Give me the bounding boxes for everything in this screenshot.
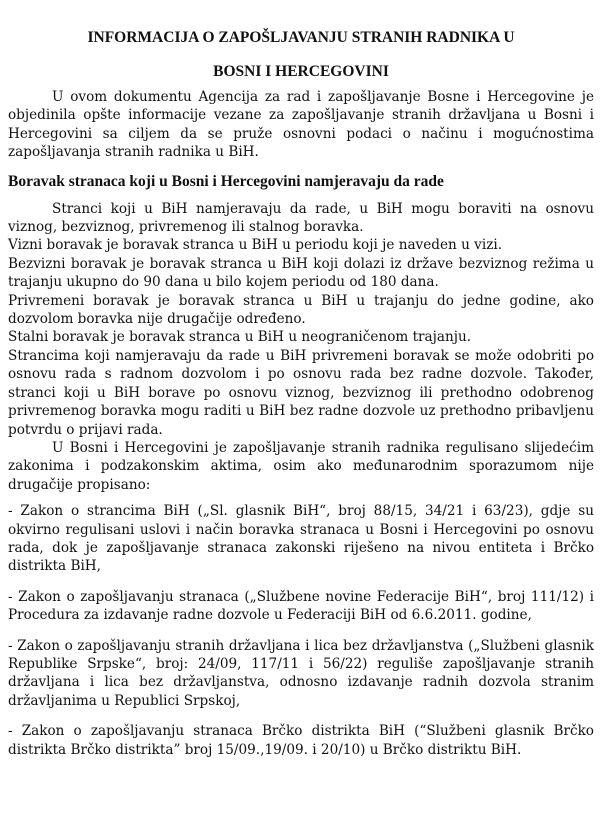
law-item: - Zakon o zapošljavanju stranih državljana i lica bez državljanstva („Službeni glasnik Republike Srpske“, broj: 24/09, 117/11 i 56/22) reguliše zapošljavanje stranih državljana i lica bez državljanstva, odnosno izdavanje radnih dozvola stranim državljanima u Republici Srpskoj,	[8, 637, 594, 709]
paragraph-visa-stay: Vizni boravak je boravak stranca u BiH u periodu koji je naveden u vizi.	[8, 237, 503, 254]
intro-paragraph: U ovom dokumentu Agencija za rad i zapošljavanje Bosne i Hercegovine je objedinila opšte informacije vezane za zapošljavanje stranih državljana u Bosni i Hercegovini sa ciljem da se pruže osnovni podaci o načinu i mogućnostima zapošljavanja stranih radnika u BiH.	[8, 89, 594, 161]
paragraph-legal-framework: U Bosni i Hercegovini je zapošljavanje stranih radnika regulisano slijedećim zakonima i podzakonskim aktima, osim ako međunarodnim sporazumom nije drugačije propisano:	[8, 439, 594, 493]
document-title-line1: INFORMACIJA O ZAPOŠLJAVANJU STRANIH RADNIKA U	[87, 29, 515, 46]
paragraph-work-permit: Strancima koji namjeravaju da rade u BiH privremeni boravak se može odobriti po osnovu rada s radnom dozvolom i po osnovu rada bez radne dozvole. Također, stranci koji u BiH borave po osnovu viznog, bezviznog ili prethodno odobrenog privremenog boravka mogu raditi u BiH bez radne dozvole uz prethodno pribavljenu potvrdu o prijavi rada.	[8, 347, 594, 438]
law-item: - Zakon o strancima BiH („Sl. glasnik BiH“, broj 88/15, 34/21 i 63/23), gdje su okvirno regulisani uslovi i način boravka stranaca u Bosni i Hercegovini po osnovu rada, dok je zapošljavanje stranaca zakonski riješeno na nivou entiteta i Brčko distrikta BiH,	[8, 503, 594, 575]
paragraph-temporary-stay: Privremeni boravak je boravak stranca u BiH u trajanju do jedne godine, ako dozvolom boravka nije drugačije određeno.	[8, 292, 594, 328]
paragraph-residence-types: Stranci koji u BiH namjeravaju da rade, u BiH mogu boraviti na osnovu viznog, bezviznog, privremenog ili stalnog boravka.	[8, 200, 594, 236]
paragraph-permanent-stay: Stalni boravak je boravak stranca u BiH u neograničenom trajanju.	[8, 329, 472, 346]
law-item: - Zakon o zapošljavanju stranaca („Službene novine Federacije BiH“, broj 111/12) i Procedura za izdavanje radne dozvole u Federaciji BiH od 6.6.2011. godine,	[8, 588, 594, 624]
section-heading: Boravak stranaca koji u Bosni i Hercegovini namjeravaju da rade	[8, 172, 444, 190]
law-item: - Zakon o zapošljavanju stranaca Brčko distrikta BiH (“Službeni glasnik Brčko distrikta Brčko distrikta” broj 15/09.,19/09. i 20/10) u Brčko distriktu BiH.	[8, 723, 594, 758]
paragraph-visa-free-stay: Bezvizni boravak je boravak stranca u BiH koji dolazi iz države bezviznog režima u trajanju ukupno do 90 dana u bilo kojem periodu od 180 dana.	[8, 255, 594, 291]
document-title-line2: BOSNI I HERCEGOVINI	[213, 63, 389, 80]
